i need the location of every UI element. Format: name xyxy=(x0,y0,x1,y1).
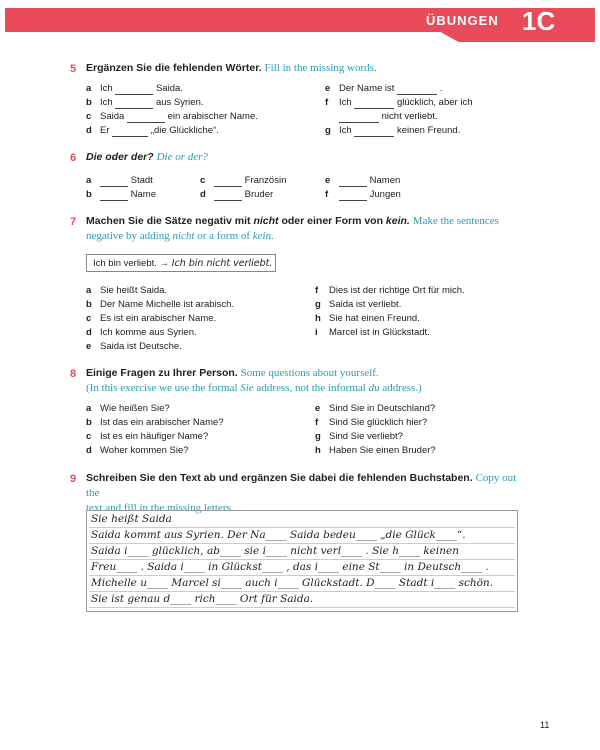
title-de: Die oder der? xyxy=(86,151,154,163)
item-text: „die Glückliche“. xyxy=(150,125,219,136)
item-8c xyxy=(86,431,208,443)
handwritten-line: Saida i____ glücklich, ab____ sie i____ nicht verl____ . Sie h____ keinen xyxy=(91,545,459,557)
example-box xyxy=(86,254,276,272)
item-letter: g xyxy=(325,125,331,136)
exercise-number: 9 xyxy=(70,473,77,485)
item-text: nicht verliebt. xyxy=(381,111,438,122)
item-text: Ich xyxy=(339,97,352,108)
item-text: Name xyxy=(130,189,156,200)
item-text: Ich xyxy=(100,83,113,94)
item-letter: f xyxy=(325,189,329,200)
item-8f xyxy=(315,417,427,429)
handwriting-box[interactable] xyxy=(86,510,518,612)
item-text: Dies ist der richtige Ort für mich. xyxy=(329,285,465,296)
item-7e xyxy=(86,341,182,353)
title-en: kein. xyxy=(252,230,274,242)
item-5e xyxy=(325,83,442,95)
arrow-icon: → xyxy=(159,258,170,269)
title-en: Fill in the missing words. xyxy=(264,62,377,74)
item-letter: b xyxy=(86,97,92,108)
item-letter: f xyxy=(325,97,329,108)
item-8g xyxy=(315,431,403,443)
blank[interactable] xyxy=(397,85,437,95)
item-7h xyxy=(315,313,420,325)
title-de: Ergänzen Sie die fehlenden Wörter. xyxy=(86,62,262,74)
ruled-line xyxy=(89,527,515,528)
exercise-title xyxy=(86,366,526,396)
item-text: Sie hat einen Freund. xyxy=(329,313,420,324)
item-text: Sind Sie verliebt? xyxy=(329,431,403,442)
blank[interactable] xyxy=(127,113,165,123)
item-5f xyxy=(325,97,472,109)
ruled-line xyxy=(89,591,515,592)
item-text: Bruder xyxy=(244,189,274,200)
item-letter: a xyxy=(86,285,92,296)
item-text: Marcel ist in Glückstadt. xyxy=(329,327,430,338)
item-7g xyxy=(315,299,401,311)
item-letter: a xyxy=(86,83,92,94)
item-text: Woher kommen Sie? xyxy=(100,445,189,456)
item-letter: i xyxy=(315,327,318,338)
handwritten-line: Michelle u____ Marcel si____ auch i____ Glückstadt. D____ Stadt i____ schön. xyxy=(91,577,494,589)
blank[interactable] xyxy=(354,127,394,137)
title-en: Sie xyxy=(240,382,254,394)
item-letter: c xyxy=(86,431,92,442)
item-7f xyxy=(315,285,465,297)
ruled-line xyxy=(89,607,515,608)
item-5a xyxy=(86,83,183,95)
blank[interactable] xyxy=(354,99,394,109)
item-text: Der Name Michelle ist arabisch. xyxy=(100,299,235,310)
item-6d xyxy=(200,189,273,201)
title-de: Machen Sie die Sätze negativ mit xyxy=(86,215,254,227)
blank[interactable] xyxy=(339,113,379,123)
item-text: Der Name ist xyxy=(339,83,395,94)
title-en: or a form of xyxy=(194,230,253,242)
title-en: negative by adding xyxy=(86,230,173,242)
item-text: Ich xyxy=(339,125,352,136)
item-letter: f xyxy=(315,417,319,428)
example-text: Ich bin verliebt. xyxy=(93,258,157,269)
item-text: Saida. xyxy=(155,83,183,94)
exercise-title xyxy=(86,150,208,165)
item-7b xyxy=(86,299,234,311)
item-letter: c xyxy=(200,175,206,186)
exercise-number: 8 xyxy=(70,368,77,380)
title-en: Die or der? xyxy=(156,151,208,163)
blank[interactable] xyxy=(100,177,128,187)
item-letter: d xyxy=(200,189,206,200)
item-letter: g xyxy=(315,299,321,310)
item-letter: h xyxy=(315,445,321,456)
item-text: Wie heißen Sie? xyxy=(100,403,170,414)
item-text: Haben Sie einen Bruder? xyxy=(329,445,436,456)
item-7i xyxy=(315,327,430,339)
item-6e xyxy=(325,175,400,187)
title-en: address.) xyxy=(379,382,422,394)
item-text: keinen Freund. xyxy=(396,125,461,136)
item-7c xyxy=(86,313,216,325)
item-text: Stadt xyxy=(130,175,153,186)
item-letter: d xyxy=(86,327,92,338)
item-text: Ist das ein arabischer Name? xyxy=(100,417,224,428)
exercise-title xyxy=(86,61,377,76)
item-8a xyxy=(86,403,170,415)
item-letter: e xyxy=(315,403,321,414)
item-7d xyxy=(86,327,197,339)
item-6b xyxy=(86,189,156,201)
item-text: Ist es ein häufiger Name? xyxy=(100,431,209,442)
item-letter: h xyxy=(315,313,321,324)
item-6a xyxy=(86,175,153,187)
item-letter: e xyxy=(325,83,331,94)
title-en: text and fill in the missing letters. xyxy=(86,502,234,514)
ruled-line xyxy=(89,559,515,560)
item-6c xyxy=(200,175,286,187)
exercise-number: 7 xyxy=(70,216,77,228)
item-letter: g xyxy=(315,431,321,442)
item-letter: c xyxy=(86,111,92,122)
item-letter: b xyxy=(86,299,92,310)
item-letter: a xyxy=(86,403,92,414)
item-text: Es ist ein arabischer Name. xyxy=(100,313,217,324)
exercise-title xyxy=(86,214,526,244)
handwritten-line: Sie heißt Saida xyxy=(91,513,172,525)
title-de: nicht xyxy=(253,215,279,227)
item-5g xyxy=(325,125,460,137)
item-letter: f xyxy=(315,285,319,296)
item-6f xyxy=(325,189,401,201)
exercise-number: 5 xyxy=(70,63,77,75)
section-label: ÜBUNGEN xyxy=(426,13,499,28)
item-text: Französin xyxy=(244,175,287,186)
blank[interactable] xyxy=(214,177,242,187)
handwritten-line: Saida kommt aus Syrien. Der Na____ Saida bedeu____ „die Glück____“. xyxy=(91,529,466,541)
blank[interactable] xyxy=(339,191,367,201)
item-text: Er xyxy=(100,125,110,136)
unit-code: 1C xyxy=(522,6,556,36)
page-number: 11 xyxy=(540,720,550,730)
title-de: oder einer Form von xyxy=(278,215,386,227)
item-text: Sind Sie in Deutschland? xyxy=(329,403,436,414)
ruled-line xyxy=(89,543,515,544)
title-de: Schreiben Sie den Text ab und ergänzen Sie dabei die fehlenden Buchstaben. xyxy=(86,472,473,484)
exercise-number: 6 xyxy=(70,152,77,164)
item-text: Ich xyxy=(100,97,113,108)
item-text: Ich komme aus Syrien. xyxy=(100,327,197,338)
item-letter: a xyxy=(86,175,92,186)
item-8b xyxy=(86,417,224,429)
blank[interactable] xyxy=(339,177,367,187)
handwritten-line: Freu____ . Saida i____ in Glückst____ , das i____ eine St____ in Deutsch____ . xyxy=(91,561,489,573)
item-letter: e xyxy=(86,341,92,352)
blank[interactable] xyxy=(112,127,148,137)
item-text: Namen xyxy=(369,175,401,186)
item-text: glücklich, aber ich xyxy=(396,97,473,108)
title-en: Some questions about yourself. xyxy=(240,367,379,379)
item-8d xyxy=(86,445,189,457)
item-letter: b xyxy=(86,417,92,428)
title-de: kein. xyxy=(385,215,410,227)
blank[interactable] xyxy=(115,99,153,109)
title-en: nicht xyxy=(172,230,195,242)
item-text: Jungen xyxy=(369,189,401,200)
item-8e xyxy=(315,403,435,415)
item-5b xyxy=(86,97,204,109)
item-8h xyxy=(315,445,436,457)
example-answer: Ich bin nicht verliebt. xyxy=(171,258,273,269)
item-text: . xyxy=(439,83,443,94)
handwritten-line: Sie ist genau d____ rich____ Ort für Saida. xyxy=(91,593,314,605)
item-7a xyxy=(86,285,167,297)
item-letter: c xyxy=(86,313,92,324)
title-en: (In this exercise we use the formal xyxy=(86,382,241,394)
ruled-line xyxy=(89,575,515,576)
item-letter: e xyxy=(325,175,331,186)
item-text: ein arabischer Name. xyxy=(167,111,258,122)
title-en: du xyxy=(368,382,380,394)
item-text: Saida ist Deutsche. xyxy=(100,341,182,352)
title-de: Einige Fragen zu Ihrer Person. xyxy=(86,367,238,379)
item-letter: d xyxy=(86,445,92,456)
item-letter: b xyxy=(86,189,92,200)
item-text: Saida ist verliebt. xyxy=(329,299,402,310)
blank[interactable] xyxy=(100,191,128,201)
item-text: Sind Sie glücklich hier? xyxy=(329,417,428,428)
item-5f-cont xyxy=(325,111,438,123)
title-en: address, not the informal xyxy=(253,382,369,394)
item-text: Saida xyxy=(100,111,125,122)
item-text: aus Syrien. xyxy=(155,97,204,108)
blank[interactable] xyxy=(115,85,153,95)
item-5d xyxy=(86,125,219,137)
title-en: Copy out the xyxy=(86,472,517,499)
blank[interactable] xyxy=(214,191,242,201)
title-en: Make the sentences xyxy=(412,215,499,227)
item-letter: d xyxy=(86,125,92,136)
item-text: Sie heißt Saida. xyxy=(100,285,168,296)
item-5c xyxy=(86,111,258,123)
